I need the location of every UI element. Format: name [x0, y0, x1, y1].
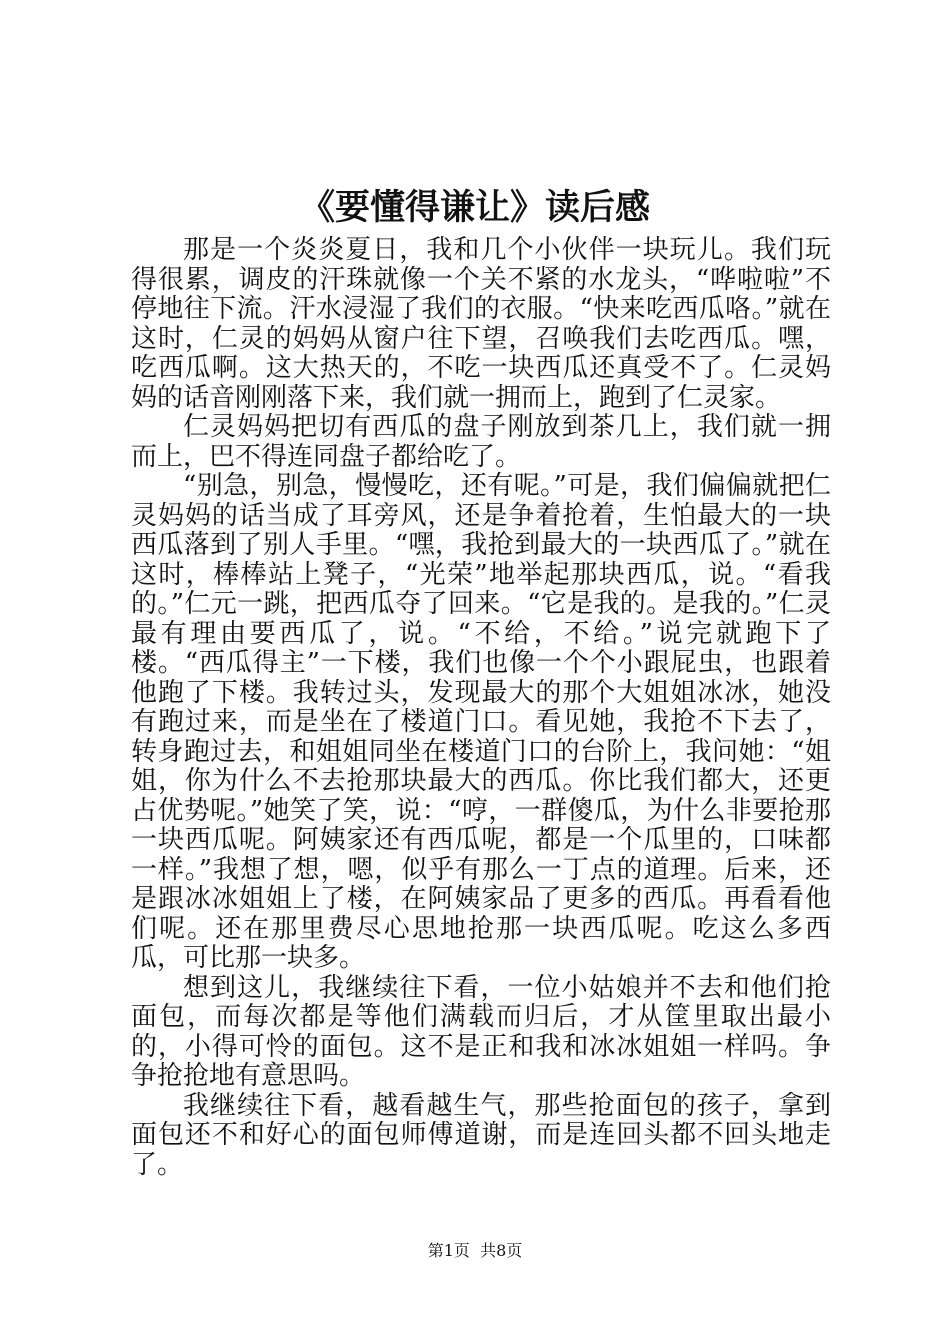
paragraph: “别急，别急，慢慢吃，还有呢。”可是，我们偏偏就把仁灵妈妈的话当成了耳旁风，还是争着抢着，生怕最大的一块西瓜落到了别人手里。“嘿，我抢到最大的一块西瓜了。”就在这时，棒棒站上凳子，“光荣”地举起那块西瓜，说。“看我的。”仁元一跳，把西瓜夺了回来。“它是我的。是我的。”仁灵最有理由要西瓜了，说。“不给，不给。”说完就跑下了楼。“西瓜得主”一下楼，我们也像一个个小跟屁虫，也跟着他跑了下楼。我转过头，发现最大的那个大姐姐冰冰，她没有跑过来，而是坐在了楼道门口。看见她，我抢不下去了，转身跑过去，和姐姐同坐在楼道门口的台阶上，我问她：“姐姐，你为什么不去抢那块最大的西瓜。你比我们都大，还更占优势呢。”她笑了笑，说：“哼，一群傻瓜，为什么非要抢那一块西瓜呢。阿姨家还有西瓜呢，都是一个瓜里的，口味都一样。”我想了想，嗯，似乎有那么一丁点的道理。后来，还是跟冰冰姐姐上了楼，在阿姨家品了更多的西瓜。再看看他们呢。还在那里费尽心思地抢那一块西瓜呢。吃这么多西瓜，可比那一块多。: [131, 471, 831, 973]
page-number-label: 第1页 共8页: [427, 1241, 523, 1260]
paragraph: 那是一个炎炎夏日，我和几个小伙伴一块玩儿。我们玩得很累，调皮的汗珠就像一个关不紧的水龙头，“哗啦啦”不停地往下流。汗水浸湿了我们的衣服。“快来吃西瓜咯。”就在这时，仁灵的妈妈从窗户往下望，召唤我们去吃西瓜。嘿，吃西瓜啊。这大热天的，不吃一块西瓜还真受不了。仁灵妈妈的话音刚刚落下来，我们就一拥而上，跑到了仁灵家。: [131, 235, 831, 413]
document-body: [131, 236, 831, 1180]
page-footer: [0, 1240, 950, 1262]
document-title: 《要懂得谦让》读后感: [299, 187, 650, 228]
paragraph: 仁灵妈妈把切有西瓜的盘子刚放到茶几上，我们就一拥而上，巴不得连同盘子都给吃了。: [131, 412, 831, 472]
paragraph: 我继续往下看，越看越生气，那些抢面包的孩子，拿到面包还不和好心的面包师傅道谢，而是连回头都不回头地走了。: [131, 1090, 831, 1180]
paragraph: 想到这儿，我继续往下看，一位小姑娘并不去和他们抢面包，而每次都是等他们满载而归后，才从筐里取出最小的，小得可怜的面包。这不是正和我和冰冰姐姐一样吗。争争抢抢地有意思吗。: [131, 972, 831, 1091]
